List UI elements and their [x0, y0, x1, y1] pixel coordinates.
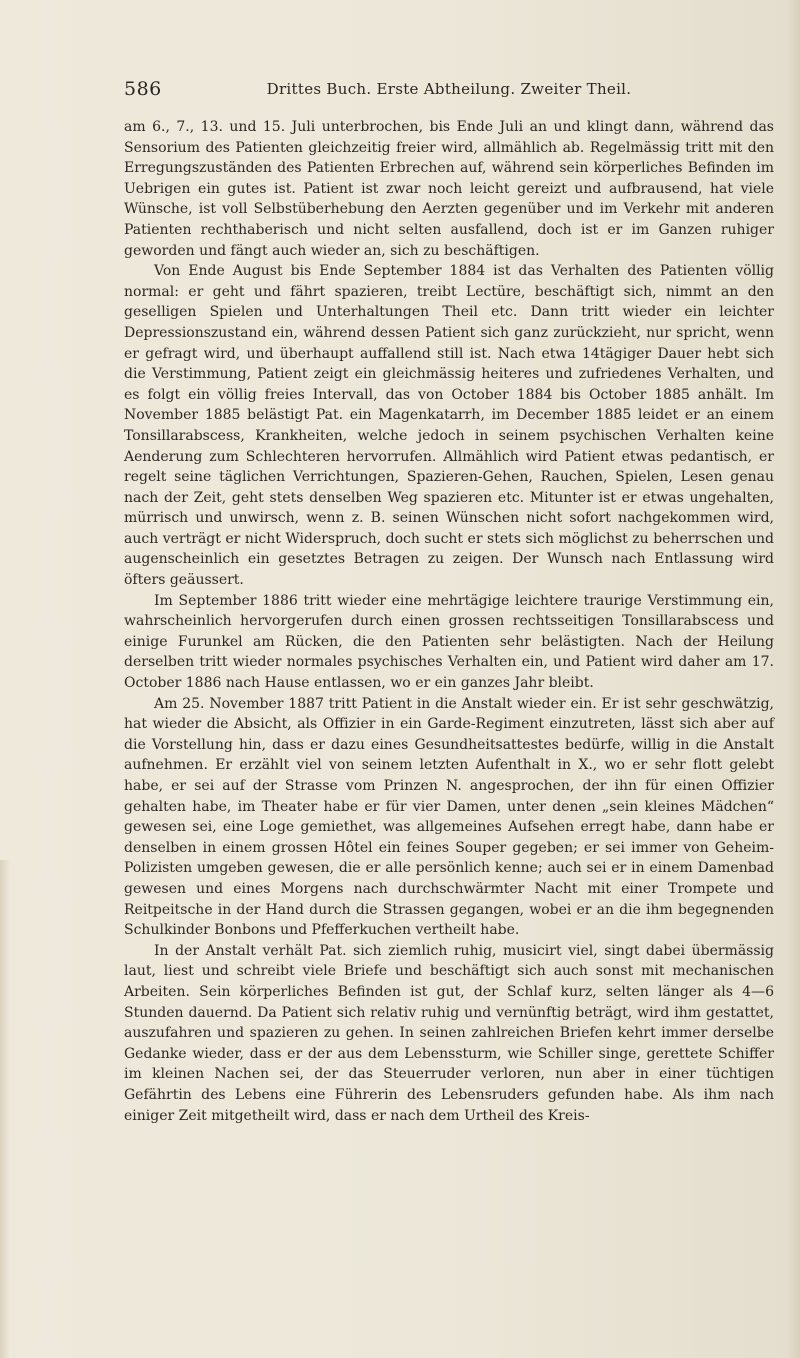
page-header [124, 78, 774, 102]
page-number: 586 [124, 78, 162, 100]
running-head: Drittes Buch. Erste Abtheilung. Zweiter Theil. [266, 80, 632, 98]
page-margin-stain [0, 860, 10, 1358]
paragraph: am 6., 7., 13. und 15. Juli unterbrochen, bis Ende Juli an und klingt dann, während das Sensorium des Patienten gleichzeitig freier wird, allmählich ab. Regelmässig tritt mit den Erregungszuständen des Patienten Erbrechen auf, während sein körperliches Befinden im Uebrigen ein gutes ist. Patient ist zwar noch leicht gereizt und aufbrausend, hat viele Wünsche, ist voll Selbstüberhebung den Aerzten gegenüber und im Verkehr mit anderen Patienten rechthaberisch und nicht selten ausfallend, doch ist er im Ganzen ruhiger geworden und fängt auch wieder an, sich zu beschäftigen. [124, 119, 774, 259]
paragraph: Am 25. November 1887 tritt Patient in die Anstalt wieder ein. Er ist sehr geschwätzig, hat wieder die Absicht, als Offizier in ein Garde-Regiment einzutreten, lässt sich aber auf die Vorstellung hin, dass er dazu eines Gesundheitsattestes bedürfe, willig in die Anstalt aufnehmen. Er erzählt viel von seinem letzten Aufenthalt in X., wo er sehr flott gelebt habe, er sei auf der Strasse vom Prinzen N. angesprochen, der ihn für einen Offizier gehalten habe, im Theater habe er für vier Damen, unter denen „sein kleines Mädchen“ gewesen sei, eine Loge gemiethet, was allgemeines Aufsehen erregt habe, dann habe er denselben in einem grossen Hôtel ein feines Souper gegeben; er sei immer von Geheim-Polizisten umgeben gewesen, die er alle persönlich kenne; auch sei er in einem Damenbad gewesen und eines Morgens nach durchschwärmter Nacht mit einer Trompete und Reitpeitsche in der Hand durch die Strassen gegangen, wobei er an die ihm begegnenden Schulkinder Bonbons und Pfefferkuchen vertheilt habe. [124, 695, 774, 939]
paragraph: Von Ende August bis Ende September 1884 ist das Verhalten des Patienten völlig normal: er geht und fährt spazieren, treibt Lectüre, beschäftigt sich, nimmt an den geselligen Spielen und Unterhaltungen Theil etc. Dann tritt wieder ein leichter Depressionszustand ein, während dessen Patient sich ganz zurückzieht, nur spricht, wenn er gefragt wird, und überhaupt auffallend still ist. Nach etwa 14tägiger Dauer hebt sich die Verstimmung, Patient zeigt ein gleichmässig heiteres und zufriedenes Verhalten, und es folgt ein völlig freies Intervall, das von October 1884 bis October 1885 anhält. Im November 1885 belästigt Pat. ein Magenkatarrh, im December 1885 leidet er an einem Tonsillarabscess, Krankheiten, welche jedoch in seinem psychischen Verhalten keine Aenderung zum Schlechteren hervorrufen. Allmählich wird Patient etwas pedantisch, er regelt seine täglichen Verrichtungen, Spazieren-Gehen, Rauchen, Spielen, Lesen genau nach der Zeit, geht stets denselben Weg spazieren etc. Mitunter ist er etwas ungehalten, mürrisch und unwirsch, wenn z. B. seinen Wünschen nicht sofort nachgekommen wird, auch verträgt er nicht Widerspruch, doch sucht er stets sich möglichst zu beherrschen und augenscheinlich ein gesetztes Betragen zu zeigen. Der Wunsch nach Entlassung wird öfters geäussert. [124, 263, 774, 589]
paragraph: In der Anstalt verhält Pat. sich ziemlich ruhig, musicirt viel, singt dabei übermässig laut, liest und schreibt viele Briefe und beschäftigt sich auch sonst mit mechanischen Arbeiten. Sein körperliches Befinden ist gut, der Schlaf kurz, selten länger als 4—6 Stunden dauernd. Da Patient sich relativ ruhig und vernünftig beträgt, wird ihm gestattet, auszufahren und spazieren zu gehen. In seinen zahlreichen Briefen kehrt immer derselbe Gedanke wieder, dass er der aus dem Lebenssturm, wie Schiller singe, gerettete Schiffer im kleinen Nachen sei, der das Steuerruder verloren, nun aber in einer tüchtigen Gefährtin des Lebens eine Führerin des Lebensruders gefunden habe. Als ihm nach einiger Zeit mitgetheilt wird, dass er nach dem Urtheil des Kreis- [124, 942, 774, 1124]
paragraph: Im September 1886 tritt wieder eine mehrtägige leichtere traurige Verstimmung ein, wahrscheinlich hervorgerufen durch einen grossen rechtsseitigen Tonsillarabscess und einige Furunkel am Rücken, die den Patienten sehr belästigten. Nach der Heilung derselben tritt wieder normales psychisches Verhalten ein, und Patient wird daher am 17. October 1886 nach Hause entlassen, wo er ein ganzes Jahr bleibt. [124, 592, 774, 692]
page-edge-shadow [786, 0, 800, 1358]
body-text [124, 117, 774, 1126]
